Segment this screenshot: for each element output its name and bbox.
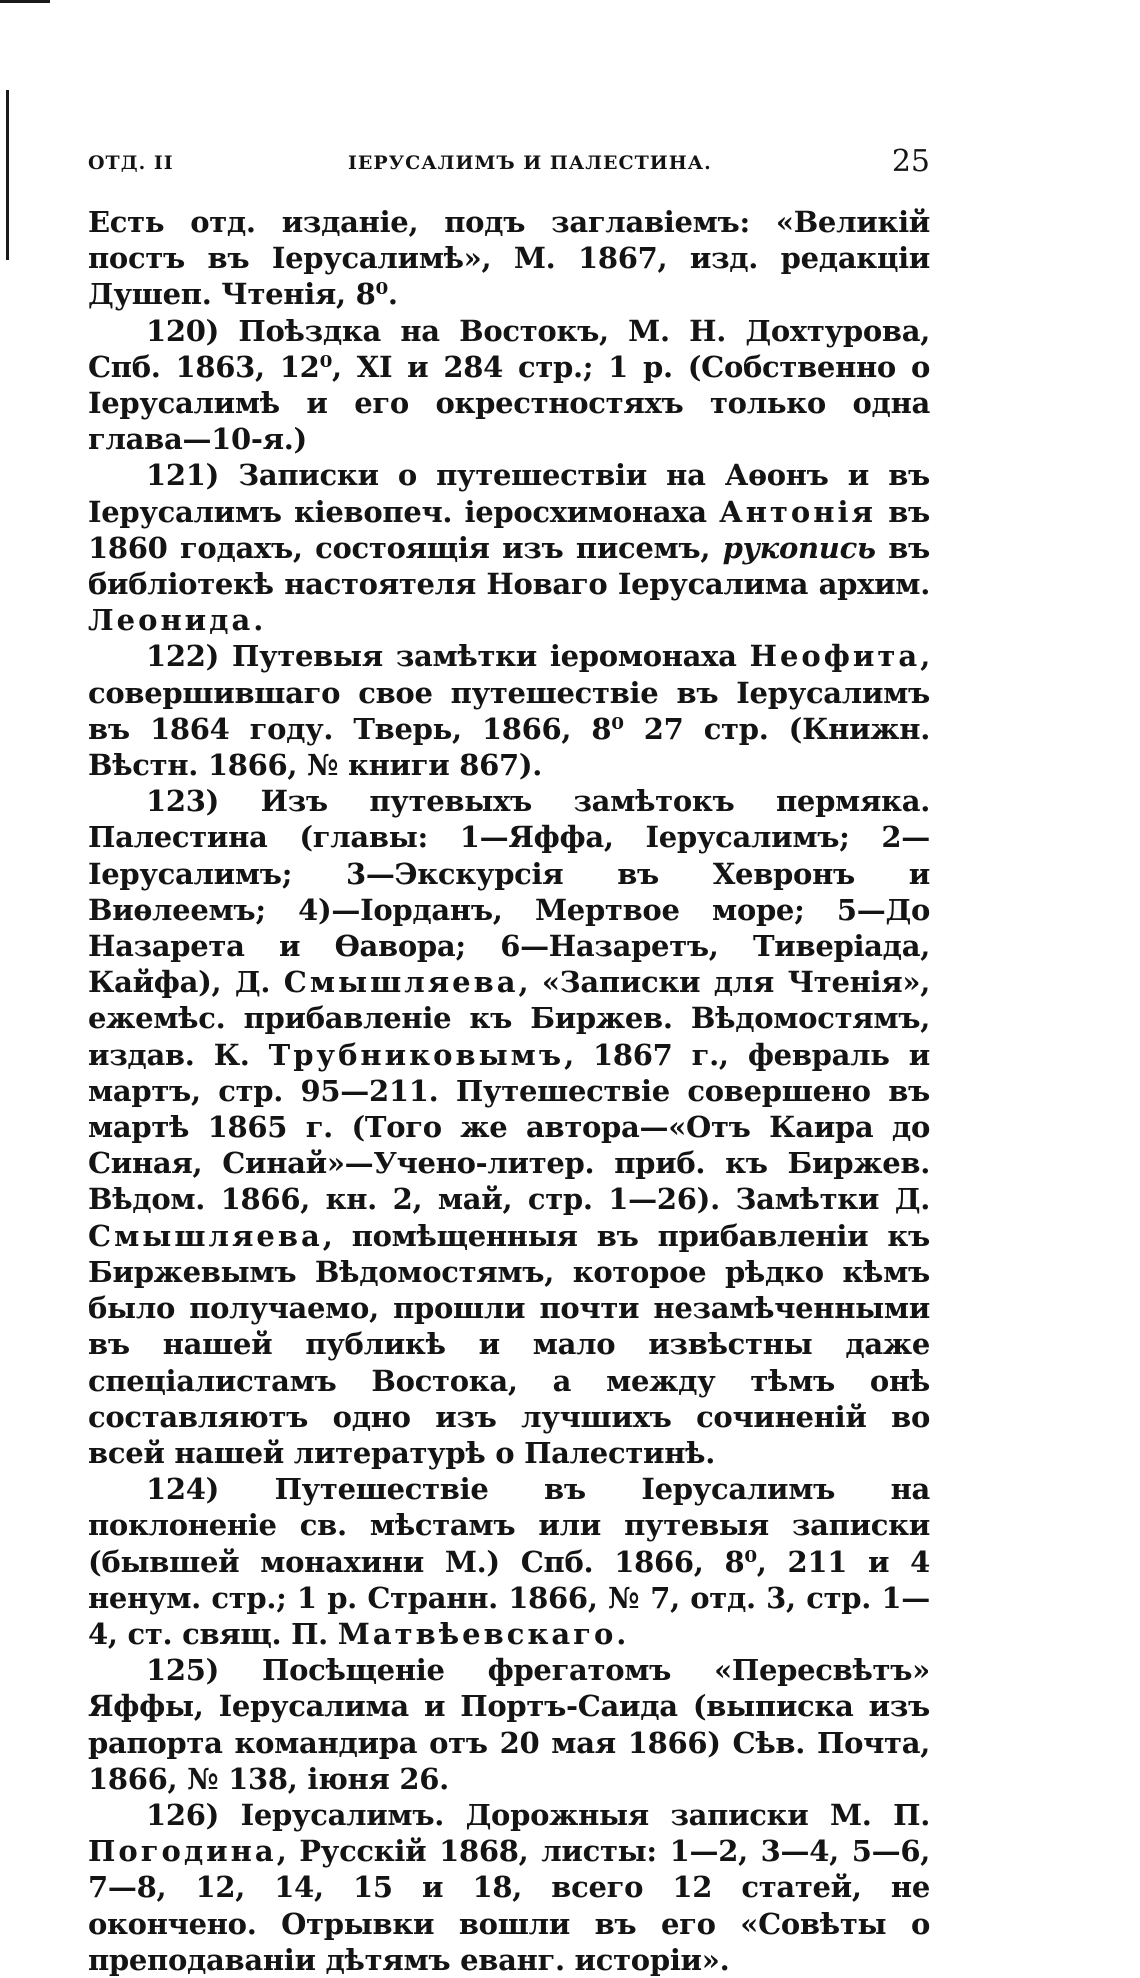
entry-121-italic: рукопись [722, 530, 876, 565]
entry-121-author: Антонія [719, 494, 876, 529]
entry-121-name: Леонида. [88, 603, 267, 638]
entry-123-author: Смышляева [283, 965, 519, 1000]
entry-121-text-a: 121) Записки о путешествіи на Аѳонъ и въ Іерусалимъ кіевопеч. іеросхимонаха [88, 458, 930, 529]
page-number: 25 [891, 144, 930, 179]
entry-126 [88, 1797, 930, 1978]
entry-122 [88, 638, 930, 783]
entry-126-text-a: 126) Іерусалимъ. Дорожныя записки М. П. [146, 1797, 930, 1832]
entry-122-text-a: 122) Путевыя замѣтки іеромонаха [146, 639, 750, 674]
page-body [88, 204, 930, 1978]
entry-121-text-c: въ 1860 годахъ, состоящія изъ писемъ, [88, 494, 930, 565]
entry-123-text-e: , 1867 г., февраль и мартъ, стр. 95—211. Путешествіе совершено въ мартѣ 1865 г. (Того же автора—«Отъ Каира до Синая, Синай»—Учено-литер. приб. къ Биржев. Вѣдом. 1866, кн. 2, май, стр. 1—26). Замѣтки Д. [88, 1037, 930, 1217]
entry-123 [88, 783, 930, 1471]
entry-124-text-a: 124) Путешествіе въ Іерусалимъ на поклоненіе св. мѣстамъ или путевыя записки (бывшей монахини М.) Спб. 1866, 8⁰, 211 и 4 ненум. стр.; 1 р. Странн. 1866, № 7, отд. 3, стр. 1—4, ст. свящ. П. [88, 1472, 930, 1651]
book-page [88, 140, 930, 1978]
entry-126-text-c: , Русскій 1868, листы: 1—2, 3—4, 5—6, 7—8, 12, 14, 15 и 18, всего 12 статей, не окончено. Отрывки вошли въ его «Совѣты о преподаваніи дѣтямъ еванг. исторіи». [88, 1834, 930, 1977]
paragraph-continuation: Есть отд. изданіе, подъ заглавіемъ: «Великій постъ въ Іерусалимѣ», М. 1867, изд. редакціи Душеп. Чтенія, 8⁰. [88, 205, 930, 312]
entry-122-author: Неофита [749, 639, 921, 674]
entry-123-text-a: 123) Изъ путевыхъ замѣтокъ пермяка. Палестина (главы: 1—Яффа, Іерусалимъ; 2—Іерусалимъ; 3—Экскурсія въ Хевронъ и Виѳлеемъ; 4)—Іорданъ, Мертвое море; 5—До Назарета и Ѳавора; 6—Назаретъ, Тиверіада, Кайфа), Д. [88, 784, 930, 1000]
entry-121-text-e: въ библіотекѣ настоятеля Новаго Іерусалима архим. [88, 530, 930, 602]
entry-122-text-c: , совершившаго свое путешествіе въ Іерусалимъ въ 1864 году. Тверь, 1866, 8⁰ 27 стр. (Книжн. Вѣстн. 1866, № книги 867). [88, 639, 930, 783]
entry-120: 120) Поѣздка на Востокъ, М. Н. Дохтурова, Спб. 1863, 12⁰, XI и 284 стр.; 1 р. (Собственно о Іерусалимѣ и его окрестностяхъ только одна глава—10-я.) [88, 313, 930, 457]
entry-125: 125) Посѣщеніе фрегатомъ «Пересвѣтъ» Яффы, Іерусалима и Портъ-Саида (выписка изъ рапорта командира отъ 20 мая 1866) Сѣв. Почта, 1866, № 138, іюня 26. [88, 1653, 930, 1796]
entry-124 [88, 1471, 930, 1652]
entry-124-author: Матвѣевскаго. [337, 1616, 630, 1651]
entry-123-text-c: , «Записки для Чтенія», ежемѣс. прибавленіе къ Биржев. Вѣдомостямъ, издав. К. [88, 965, 931, 1072]
running-title: ІЕРУСАЛИМЪ И ПАЛЕСТИНА. [348, 152, 712, 174]
running-header [88, 140, 930, 192]
entry-123-author-2: Смышляева [88, 1218, 323, 1253]
entry-123-publisher: Трубниковымъ [268, 1037, 565, 1072]
scan-edge-top [0, 0, 50, 3]
entry-123-text-g: , помѣщенныя въ прибавленіи къ Биржевымъ Вѣдомостямъ, которое рѣдко кѣмъ было получаемо, прошли почти незамѣченными въ нашей публикѣ и мало извѣстны даже спеціалистамъ Востока, а между тѣмъ онѣ составляютъ одно изъ лучшихъ сочиненій во всей нашей литературѣ о Палестинѣ. [88, 1218, 930, 1470]
entry-121 [88, 457, 930, 638]
scan-edge-left [6, 90, 9, 260]
section-label: ОТД. II [88, 152, 174, 174]
entry-126-author: Погодина [88, 1834, 277, 1869]
